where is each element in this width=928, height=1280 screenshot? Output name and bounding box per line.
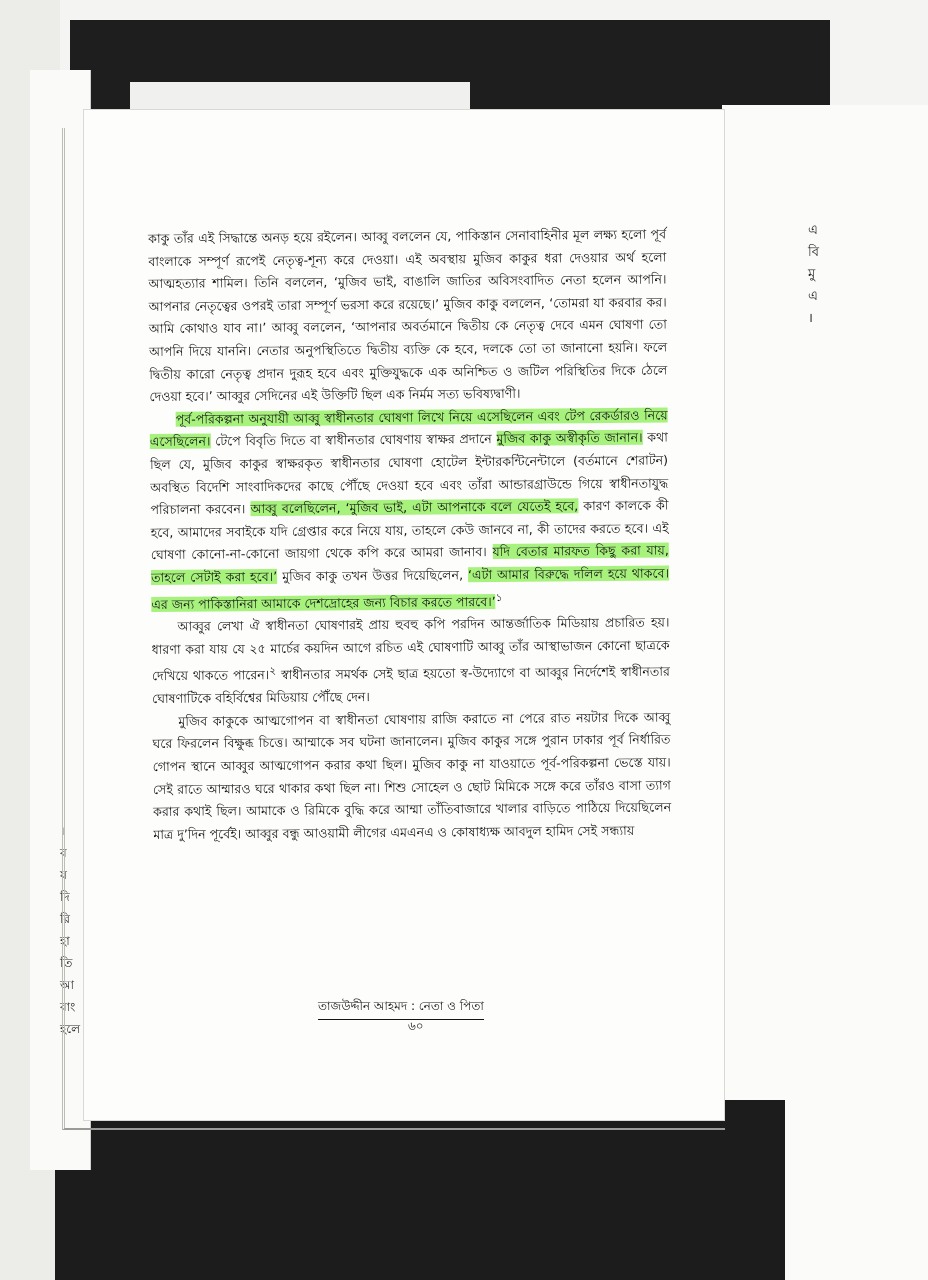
footnote-marker: ১ (495, 591, 503, 604)
fragment-text: মু (808, 267, 816, 282)
fragment-text: এ (808, 223, 818, 238)
highlight-4: যদি বেতার মারফত কিছু করা যায়, তাহলে সেটাই করা হবে।’ (150, 542, 669, 585)
scanner-dark-edge-top (70, 20, 830, 115)
fragment-text: । (60, 824, 65, 838)
paragraph-3 (151, 612, 670, 711)
fragment-text: য (60, 868, 67, 882)
fragment-text: ব (60, 846, 67, 860)
highlight-1: পূর্ব-পরিকল্পনা অনুযায়ী আব্বু স্বাধীনতার ঘোষণা লিখে নিয়ে এসেছিলেন এবং টেপ রেকর্ডারও নিয়ে এসেছিলেন। (149, 407, 668, 450)
paragraph-4: মুজিব কাকুকে আত্মগোপন বা স্বাধীনতা ঘোষণায় রাজি করাতে না পেরে রাত নয়টার দিকে আব্বু ঘরে ফিরলেন বিক্ষুব্ধ চিত্তে। আম্মাকে সব ঘটনা জানালেন। মুজিব কাকুর সঙ্গে পুরান ঢাকার পূর্ব নির্ধারিত গোপন স্থানে আব্বুর আত্মগোপন করার কথা ছিল। মুজিব কাকু না যাওয়াতে পূর্ব-পরিকল্পনা ভেস্তে যায়। সেই রাতে আম্মারও ঘরে থাকার কথা ছিল না। শিশু সোহেল ও ছোট মিমিকে সঙ্গে করে তাঁরও বাসা ত্যাগ করার কথাই ছিল। আমাকে ও রিমিকে বুদ্ধি করে আম্মা তাঁতিবাজারে খালার বাড়িতে পাঠিয়ে দিয়েছিলেন মাত্র দু’দিন পূর্বেই। আব্বুর বন্ধু আওয়ামী লীগের এমএনএ ও কোষাধ্যক্ষ আবদুল হামিদ সেই সন্ধ্যায় (152, 709, 672, 842)
fragment-text: দি (60, 890, 70, 904)
fragment-text: তি (60, 956, 73, 970)
highlight-2: মুজিব কাকু অস্বীকৃতি জানান। (496, 430, 643, 447)
fragment-text: আ (60, 978, 74, 992)
paragraph-1: কাকু তাঁর এই সিদ্ধান্তে অনড় হয়ে রইলেন। আব্বু বললেন যে, পাকিস্তান সেনাবাহিনীর মূল লক্ষ্য হলো পূর্ব বাংলাকে সম্পূর্ণ রূপেই নেতৃত্ব-শূন্য করে দেওয়া। এই অবস্থায় মুজিব কাকুর ধরা দেওয়ার অর্থ হলো আত্মহত্যার শামিল। তিনি বললেন, ‘মুজিব ভাই, বাঙালি জাতির অবিসংবাদিত নেতা হলেন আপনি। আপনার নেতৃত্বের ওপরই তারা সম্পূর্ণ ভরসা করে রয়েছে।’ মুজিব কাকু বললেন, ‘তোমরা যা করবার কর। আমি কোথাও যাব না।’ আব্বু বললেন, ‘আপনার অবর্তমানে দ্বিতীয় কে নেতৃত্ব দেবে এমন ঘোষণা তো আপনি দিয়ে যাননি। নেতার অনুপস্থিতিতে দ্বিতীয় ব্যক্তি কে হবে, দলকে তো তা জানানো হয়নি। ফলে দ্বিতীয় কারো নেতৃত্ব প্রদান দুরূহ হবে এবং মুক্তিযুদ্ধকে এক অনিশ্চিত ও জটিল পরিস্থিতির দিকে ঠেলে দেওয়া হবে।’ আব্বুর সেদিনের এই উক্তিটি ছিল এক নির্মম সত্য ভবিষ্যদ্বাণী। (148, 226, 668, 405)
fragment-text: বাং (60, 1000, 76, 1014)
paragraph-2 (150, 404, 670, 616)
highlight-3: আব্বু বলেছিলেন, ‘মুজিব ভাই, এটা আপনাকে বলে যেতেই হবে, (250, 498, 579, 517)
paragraph-2-text: কারণ কালকে কী হবে, আমাদের সবাইকে যদি গ্রেপ্তার করে নিয়ে যায়, তাহলে কেউ জানবে না, কী তাদের করতে হবে। এই ঘোষণা কোনো-না-কোনো জায়গা থেকে কপি করে আমরা জানাব। (150, 497, 669, 563)
running-footer-title: তাজউদ্দীন আহমদ : নেতা ও পিতা (318, 998, 484, 1020)
fragment-text: এ (808, 289, 818, 304)
fragment-text: রি (60, 912, 71, 926)
paragraph-3-text: স্বাধীনতার সমর্থক সেই ছাত্র হয়তো স্ব-উদ্যোগে বা আব্বুর নির্দেশেই স্বাধীনতার ঘোষণাটিকে বহির্বিশ্বের মিডিয়ায় পৌঁছে দেন। (152, 664, 670, 707)
highlight-5: ‘এটা আমার বিরুদ্ধে দলিল হয়ে থাকবে। এর জন্য পাকিস্তানিরা আমাকে দেশদ্রোহের জন্য বিচার করতে পারবে।’ (151, 565, 670, 612)
page-number: ৬০ (408, 1019, 424, 1033)
paragraph-3-text: আব্বুর লেখা ঐ স্বাধীনতা ঘোষণারই প্রায় হুবহু কপি পরদিন আন্তর্জাতিক মিডিয়ায় প্রচারিত হয়। ধারণা করা যায় যে ২৫ মার্চের কয়দিন আগে রচিত এই ঘোষণাটি আব্বু তাঁর আস্থাভাজন কোনো ছাত্রকে দেখিয়ে থাকতে পারেন। (151, 614, 670, 684)
fragment-text: হলে (60, 1022, 81, 1036)
paragraph-2-text: মুজিব কাকু তখন উত্তর দিয়েছিলেন, (277, 567, 469, 584)
fragment-text: । (808, 311, 813, 326)
footnote-marker: ২ (269, 665, 277, 678)
right-margin-fragments (808, 220, 838, 330)
paragraph-2-text: টেপে বিবৃতি দিতে বা স্বাধীনতার ঘোষণায় স্বাক্ষর প্রদানে (210, 431, 497, 449)
fragment-text: বি (808, 245, 819, 260)
page-body-text (148, 223, 671, 846)
fragment-text: হা (60, 934, 70, 948)
paragraph-2-text: কথা ছিল যে, মুজিব কাকুর স্বাক্ষরকৃত স্বাধীনতার ঘোষণা হোটেল ইন্টারকন্টিনেন্টালে (বর্তমানে শেরাটন) অবস্থিত বিদেশি সাংবাদিকদের কাছে পৌঁছে দেওয়া হবে এবং তাঁরা আন্ডারগ্রাউন্ডে গিয়ে স্বাধীনতাযুদ্ধ পরিচালনা করবেন। (149, 429, 669, 518)
